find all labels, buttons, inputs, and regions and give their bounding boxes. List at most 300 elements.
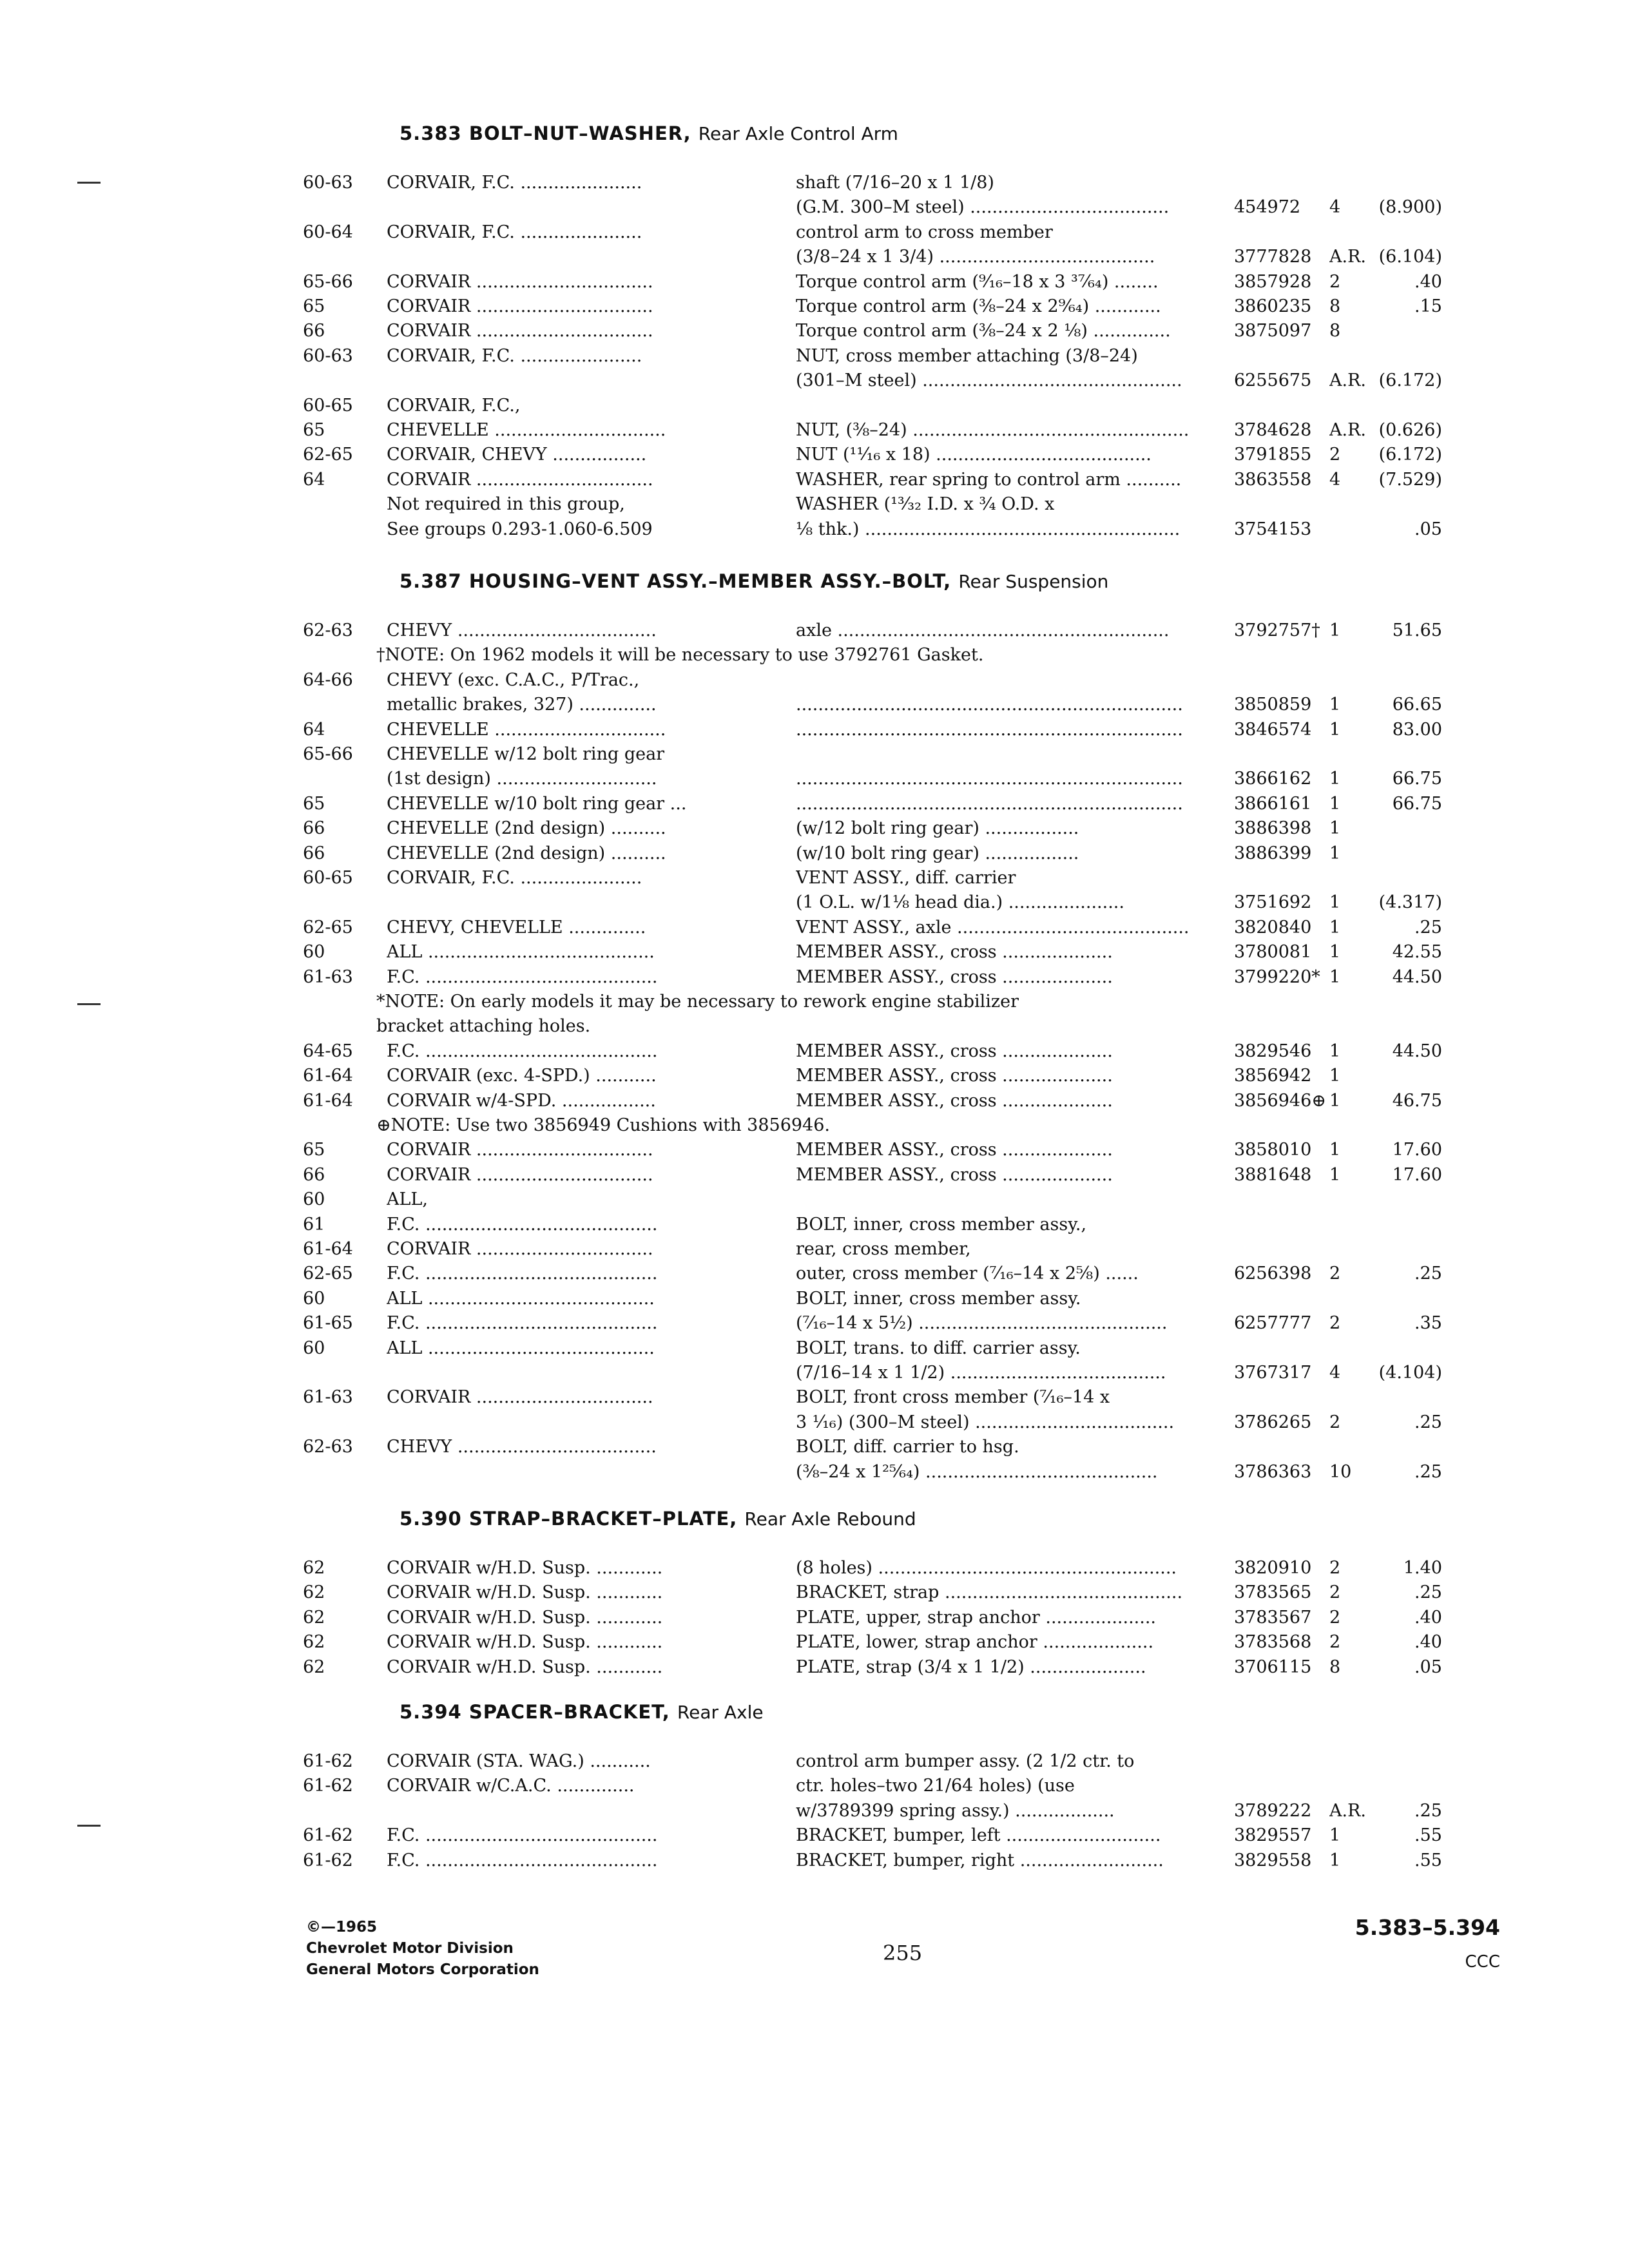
year-cell: 62	[303, 1582, 325, 1603]
description-cell: PLATE, strap (3/4 x 1 1/2) .....................	[796, 1657, 1146, 1677]
model-cell: (1st design) .............................	[387, 769, 657, 789]
part-number-cell: 3783568	[1234, 1632, 1312, 1653]
year-cell: 64	[303, 719, 325, 740]
year-cell: 62	[303, 1558, 325, 1578]
table-row	[0, 443, 1629, 467]
quantity-cell: 1	[1329, 620, 1341, 640]
year-cell: 61-63	[303, 966, 353, 987]
description-cell: control arm bumper assy. (2 1/2 ctr. to	[796, 1751, 1135, 1771]
year-cell: 60	[303, 942, 325, 963]
price-cell: 17.60	[1392, 1140, 1442, 1160]
description-cell: VENT ASSY., axle ..........................................	[796, 917, 1190, 937]
quantity-cell: 2	[1329, 445, 1341, 465]
year-cell: 62-65	[303, 445, 353, 465]
description-cell: BRACKET, bumper, left ............................	[796, 1825, 1161, 1846]
description-cell: BOLT, inner, cross member assy.,	[796, 1214, 1087, 1235]
price-cell: 17.60	[1392, 1164, 1442, 1185]
description-cell: MEMBER ASSY., cross ....................	[796, 1140, 1113, 1160]
quantity-cell: 1	[1329, 1164, 1341, 1185]
model-cell: CHEVELLE ...............................	[387, 719, 666, 740]
year-cell: 66	[303, 321, 325, 341]
quantity-cell: 2	[1329, 1632, 1341, 1653]
table-row	[0, 940, 1629, 965]
model-cell: CORVAIR, F.C. ......................	[387, 173, 642, 193]
year-cell: 61-64	[303, 1239, 353, 1259]
description-cell: control arm to cross member	[796, 222, 1053, 242]
price-cell: .40	[1414, 1632, 1442, 1653]
quantity-cell: 1	[1329, 1825, 1341, 1846]
price-cell: .05	[1414, 1657, 1442, 1677]
table-row	[0, 1039, 1629, 1064]
year-cell: 64	[303, 469, 325, 490]
part-number-cell: 6256398	[1234, 1264, 1312, 1284]
part-number-cell: 3866162	[1234, 769, 1312, 789]
price-cell: 83.00	[1392, 719, 1442, 740]
description-cell: 3 ¹⁄₁₆) (300–M steel) ....................................	[796, 1412, 1175, 1432]
note-row	[0, 990, 1629, 1014]
year-cell: 61-64	[303, 1066, 353, 1086]
footnote: †NOTE: On 1962 models it will be necessary to use 3792761 Gasket.	[376, 645, 984, 666]
price-cell: 44.50	[1392, 1041, 1442, 1061]
table-row	[0, 319, 1629, 343]
model-cell: ALL .........................................	[387, 1288, 655, 1309]
year-cell: 65	[303, 420, 325, 440]
year-cell: 65-66	[303, 271, 353, 292]
year-cell: 62-63	[303, 1437, 353, 1457]
model-cell: CORVAIR ................................	[387, 1387, 653, 1408]
description-cell: MEMBER ASSY., cross ....................	[796, 1041, 1113, 1061]
model-cell: CHEVY ....................................	[387, 620, 657, 640]
model-cell: CORVAIR ................................	[387, 1164, 653, 1185]
description-cell: (301–M steel) ...............................................	[796, 370, 1182, 391]
footnote: *NOTE: On early models it may be necessary to rework engine stabilizer	[376, 992, 1019, 1012]
description-cell: PLATE, upper, strap anchor ....................	[796, 1607, 1157, 1628]
quantity-cell: 1	[1329, 1090, 1341, 1111]
model-cell: CHEVELLE w/12 bolt ring gear	[387, 744, 665, 764]
table-row	[0, 294, 1629, 319]
model-cell: F.C. ..........................................	[387, 1214, 658, 1235]
quantity-cell: 1	[1329, 843, 1341, 863]
model-cell: CHEVELLE ...............................	[387, 420, 666, 440]
part-number-cell: 3784628	[1234, 420, 1312, 440]
quantity-cell: 1	[1329, 1041, 1341, 1061]
part-number-cell: 6255675	[1234, 370, 1312, 391]
quantity-cell: A.R.	[1329, 1800, 1366, 1821]
price-cell: (8.900)	[1378, 197, 1442, 218]
model-cell: ALL .........................................	[387, 1338, 655, 1358]
table-row	[0, 1630, 1629, 1655]
table-row	[0, 1435, 1629, 1459]
year-cell: 61-62	[303, 1825, 353, 1846]
model-cell: CORVAIR w/4-SPD. .................	[387, 1090, 656, 1111]
table-row	[0, 344, 1629, 369]
description-cell: w/3789399 spring assy.) ..................	[796, 1800, 1115, 1821]
quantity-cell: 1	[1329, 793, 1341, 814]
model-cell: CHEVY, CHEVELLE ..............	[387, 917, 646, 937]
price-cell: .05	[1414, 519, 1442, 539]
price-cell: 44.50	[1392, 966, 1442, 987]
table-row	[0, 866, 1629, 890]
section-heading	[400, 1701, 764, 1723]
quantity-cell: 2	[1329, 1264, 1341, 1284]
model-cell: CORVAIR ................................	[387, 1140, 653, 1160]
table-row	[0, 1460, 1629, 1485]
year-cell: 66	[303, 818, 325, 839]
section-number: 5.394	[400, 1701, 462, 1723]
description-cell: BOLT, inner, cross member assy.	[796, 1288, 1081, 1309]
model-cell: ALL .........................................	[387, 942, 655, 963]
price-cell: 66.75	[1392, 793, 1442, 814]
model-cell: CHEVELLE (2nd design) ..........	[387, 818, 666, 839]
table-row	[0, 916, 1629, 940]
table-row	[0, 1138, 1629, 1162]
model-cell: CORVAIR w/H.D. Susp. ............	[387, 1607, 663, 1628]
part-number-cell: 3767317	[1234, 1363, 1312, 1383]
note-row	[0, 1113, 1629, 1138]
model-cell: ALL,	[387, 1189, 428, 1210]
year-cell: 61-62	[303, 1751, 353, 1771]
description-cell: axle ............................................................	[796, 620, 1170, 640]
model-cell: F.C. ..........................................	[387, 1825, 658, 1846]
part-number-cell: 3820910	[1234, 1558, 1312, 1578]
section-subtitle: Rear Suspension	[958, 571, 1109, 592]
table-row	[0, 792, 1629, 816]
publisher-block	[306, 1917, 539, 1981]
part-number-cell: 3875097	[1234, 321, 1312, 341]
copyright: ©—1965	[306, 1919, 378, 1936]
part-number-cell: 3886398	[1234, 818, 1312, 839]
model-cell: CORVAIR ................................	[387, 469, 653, 490]
quantity-cell: 2	[1329, 1558, 1341, 1578]
quantity-cell: 4	[1329, 197, 1341, 218]
year-cell: 65	[303, 1140, 325, 1160]
model-cell: CORVAIR, F.C.,	[387, 395, 521, 416]
section-number: 5.387	[400, 570, 462, 592]
year-cell: 60-65	[303, 395, 353, 416]
margin-mark	[77, 182, 101, 184]
description-cell: MEMBER ASSY., cross ....................	[796, 1090, 1113, 1111]
description-cell: Torque control arm (⅜–24 x 2⁹⁄₆₄) ............	[796, 296, 1161, 316]
description-cell: BOLT, front cross member (⁷⁄₁₆–14 x	[796, 1387, 1110, 1408]
part-number-cell: 3751692	[1234, 892, 1312, 913]
table-row	[0, 619, 1629, 643]
price-cell: 42.55	[1392, 942, 1442, 963]
year-cell: 61-65	[303, 1313, 353, 1334]
table-row	[0, 668, 1629, 693]
description-cell: (⁷⁄₁₆–14 x 5½) .............................................	[796, 1313, 1168, 1334]
price-cell: .25	[1414, 917, 1442, 937]
quantity-cell: 2	[1329, 1582, 1341, 1603]
model-cell: CORVAIR, F.C. ......................	[387, 345, 642, 366]
quantity-cell: 8	[1329, 321, 1341, 341]
part-number-cell: 3792757†	[1234, 620, 1320, 640]
year-cell: 65-66	[303, 744, 353, 764]
price-cell: (4.104)	[1378, 1363, 1442, 1383]
margin-mark	[77, 1003, 101, 1005]
quantity-cell: 1	[1329, 966, 1341, 987]
quantity-cell: 1	[1329, 1140, 1341, 1160]
table-row	[0, 171, 1629, 195]
table-row	[0, 1410, 1629, 1435]
part-number-cell: 3858010	[1234, 1140, 1312, 1160]
description-cell: BRACKET, strap ...........................................	[796, 1582, 1183, 1603]
table-row	[0, 245, 1629, 269]
part-number-cell: 454972	[1234, 197, 1301, 218]
section-subtitle: Rear Axle Control Arm	[698, 123, 898, 144]
part-number-cell: 3863558	[1234, 469, 1312, 490]
part-number-cell: 3856946⊕	[1234, 1090, 1326, 1111]
section-title: HOUSING–VENT ASSY.–MEMBER ASSY.–BOLT,	[468, 570, 952, 592]
part-number-cell: 3706115	[1234, 1657, 1312, 1677]
model-cell: CORVAIR (exc. 4-SPD.) ...........	[387, 1066, 657, 1086]
table-row	[0, 767, 1629, 791]
table-row	[0, 468, 1629, 492]
description-cell: outer, cross member (⁷⁄₁₆–14 x 2⅝) ......	[796, 1264, 1139, 1284]
year-cell: 62	[303, 1607, 325, 1628]
part-number-cell: 3791855	[1234, 445, 1312, 465]
table-row	[0, 1361, 1629, 1385]
table-row	[0, 1799, 1629, 1823]
model-cell: CORVAIR w/H.D. Susp. ............	[387, 1657, 663, 1677]
description-cell: NUT (¹¹⁄₁₆ x 18) .......................................	[796, 445, 1152, 465]
model-cell: F.C. ..........................................	[387, 1264, 658, 1284]
table-row	[0, 841, 1629, 866]
year-cell: 60-63	[303, 345, 353, 366]
part-number-cell: 3829546	[1234, 1041, 1312, 1061]
price-cell: (0.626)	[1378, 420, 1442, 440]
quantity-cell: 4	[1329, 1363, 1341, 1383]
quantity-cell: 2	[1329, 1313, 1341, 1334]
part-number-cell: 3786363	[1234, 1461, 1312, 1482]
section-heading	[400, 570, 1108, 592]
price-cell: .25	[1414, 1461, 1442, 1482]
year-cell: 61-63	[303, 1387, 353, 1408]
table-row	[0, 1606, 1629, 1630]
description-cell: MEMBER ASSY., cross ....................	[796, 1164, 1113, 1185]
corporation: General Motors Corporation	[306, 1961, 539, 1978]
part-number-cell: 3886399	[1234, 843, 1312, 863]
year-cell: 60	[303, 1189, 325, 1210]
table-row	[0, 1064, 1629, 1088]
footnote: ⊕NOTE: Use two 3856949 Cushions with 3856946.	[376, 1115, 830, 1135]
price-cell: .40	[1414, 1607, 1442, 1628]
price-cell: .25	[1414, 1264, 1442, 1284]
price-cell: 46.75	[1392, 1090, 1442, 1111]
quantity-cell: 4	[1329, 469, 1341, 490]
section-title: BOLT–NUT–WASHER,	[468, 122, 691, 144]
year-cell: 66	[303, 843, 325, 863]
quantity-cell: A.R.	[1329, 247, 1366, 267]
description-cell: ......................................................................	[796, 719, 1183, 740]
table-row	[0, 1089, 1629, 1113]
quantity-cell: A.R.	[1329, 370, 1366, 391]
year-cell: 65	[303, 296, 325, 316]
price-cell: 66.65	[1392, 695, 1442, 715]
part-number-cell: 3754153	[1234, 519, 1312, 539]
part-number-cell: 3846574	[1234, 719, 1312, 740]
description-cell: ......................................................................	[796, 769, 1183, 789]
model-cell: F.C. ..........................................	[387, 966, 658, 987]
catalog-code: CCC	[1465, 1952, 1500, 1972]
part-number-cell: 3850859	[1234, 695, 1312, 715]
price-cell: .35	[1414, 1313, 1442, 1334]
table-row	[0, 1774, 1629, 1798]
price-cell: (7.529)	[1378, 469, 1442, 490]
model-cell: CHEVY (exc. C.A.C., P/Trac.,	[387, 669, 640, 690]
table-row	[0, 1385, 1629, 1410]
section-heading	[400, 122, 898, 144]
model-cell: CORVAIR w/C.A.C. ..............	[387, 1776, 635, 1796]
year-cell: 62-65	[303, 1264, 353, 1284]
footnote: bracket attaching holes.	[376, 1016, 591, 1037]
price-cell: (4.317)	[1378, 892, 1442, 913]
year-cell: 60-63	[303, 173, 353, 193]
description-cell: ctr. holes–two 21/64 holes) (use	[796, 1776, 1075, 1796]
table-row	[0, 1581, 1629, 1605]
model-cell: CORVAIR, F.C. ......................	[387, 868, 642, 888]
model-cell: CORVAIR ................................	[387, 321, 653, 341]
description-cell: NUT, (⅜–24) ..................................................	[796, 420, 1190, 440]
table-row	[0, 1287, 1629, 1311]
year-cell: 61	[303, 1214, 325, 1235]
price-cell: .40	[1414, 271, 1442, 292]
model-cell: CORVAIR, CHEVY .................	[387, 445, 647, 465]
description-cell: BRACKET, bumper, right ..........................	[796, 1850, 1164, 1870]
description-cell: shaft (7/16–20 x 1 1/8)	[796, 173, 994, 193]
year-cell: 66	[303, 1164, 325, 1185]
quantity-cell: 1	[1329, 769, 1341, 789]
year-cell: 62-65	[303, 917, 353, 937]
price-cell: .25	[1414, 1412, 1442, 1432]
price-cell: (6.172)	[1378, 445, 1442, 465]
quantity-cell: 2	[1329, 271, 1341, 292]
section-title: STRAP–BRACKET–PLATE,	[468, 1508, 738, 1530]
quantity-cell: 1	[1329, 892, 1341, 913]
part-number-cell: 3789222	[1234, 1800, 1312, 1821]
table-row	[0, 1556, 1629, 1581]
part-number-cell: 3866161	[1234, 793, 1312, 814]
section-subtitle: Rear Axle	[677, 1702, 764, 1723]
model-cell: CORVAIR w/H.D. Susp. ............	[387, 1632, 663, 1653]
model-cell: CORVAIR ................................	[387, 1239, 653, 1259]
quantity-cell: 8	[1329, 296, 1341, 316]
model-cell: CORVAIR w/H.D. Susp. ............	[387, 1582, 663, 1603]
part-number-cell: 3799220*	[1234, 966, 1320, 987]
quantity-cell: A.R.	[1329, 420, 1366, 440]
description-cell: rear, cross member,	[796, 1239, 971, 1259]
description-cell: PLATE, lower, strap anchor ....................	[796, 1632, 1154, 1653]
price-cell: .55	[1414, 1850, 1442, 1870]
quantity-cell: 1	[1329, 917, 1341, 937]
part-number-cell: 3860235	[1234, 296, 1312, 316]
part-number-cell: 3786265	[1234, 1412, 1312, 1432]
section-heading	[400, 1508, 916, 1530]
table-row	[0, 1311, 1629, 1336]
part-number-cell: 3777828	[1234, 247, 1312, 267]
description-cell: (w/10 bolt ring gear) .................	[796, 843, 1079, 863]
table-row	[0, 195, 1629, 220]
model-cell: F.C. ..........................................	[387, 1313, 658, 1334]
section-number: 5.383	[400, 122, 462, 144]
price-cell: .25	[1414, 1800, 1442, 1821]
table-row	[0, 1749, 1629, 1774]
table-row	[0, 492, 1629, 517]
table-row	[0, 1262, 1629, 1286]
table-row	[0, 517, 1629, 542]
description-cell: ......................................................................	[796, 793, 1183, 814]
table-row	[0, 1823, 1629, 1848]
table-row	[0, 1336, 1629, 1361]
quantity-cell: 2	[1329, 1607, 1341, 1628]
price-cell: .55	[1414, 1825, 1442, 1846]
table-row	[0, 718, 1629, 742]
table-row	[0, 220, 1629, 245]
table-row	[0, 890, 1629, 915]
price-cell: 66.75	[1392, 769, 1442, 789]
description-cell: Torque control arm (⁹⁄₁₆–18 x 3 ³⁷⁄₆₄) ........	[796, 271, 1159, 292]
price-cell: 51.65	[1392, 620, 1442, 640]
section-title: SPACER–BRACKET,	[468, 1701, 670, 1723]
table-row	[0, 1655, 1629, 1680]
model-cell: metallic brakes, 327) ..............	[387, 695, 657, 715]
part-number-cell: 3783567	[1234, 1607, 1312, 1628]
quantity-cell: 2	[1329, 1412, 1341, 1432]
table-row	[0, 1187, 1629, 1212]
description-cell: (⅜–24 x 1²⁵⁄₆₄) ..........................................	[796, 1461, 1158, 1482]
model-cell: CORVAIR, F.C. ......................	[387, 222, 642, 242]
year-cell: 62	[303, 1657, 325, 1677]
table-row	[0, 1849, 1629, 1873]
note-row	[0, 643, 1629, 668]
description-cell: ⅛ thk.) .........................................................	[796, 519, 1181, 539]
section-subtitle: Rear Axle Rebound	[744, 1508, 916, 1530]
description-cell: MEMBER ASSY., cross ....................	[796, 942, 1113, 963]
section-number: 5.390	[400, 1508, 462, 1530]
year-cell: 64-66	[303, 669, 353, 690]
quantity-cell: 1	[1329, 695, 1341, 715]
part-number-cell: 6257777	[1234, 1313, 1312, 1334]
year-cell: 62	[303, 1632, 325, 1653]
section-range: 5.383–5.394	[1354, 1915, 1500, 1940]
table-row	[0, 394, 1629, 418]
table-row	[0, 1237, 1629, 1262]
model-cell: Not required in this group,	[387, 494, 625, 515]
model-cell: CORVAIR w/H.D. Susp. ............	[387, 1558, 663, 1578]
description-cell: (3/8–24 x 1 3/4) .......................................	[796, 247, 1155, 267]
note-row	[0, 1014, 1629, 1039]
table-row	[0, 270, 1629, 294]
description-cell: (1 O.L. w/1⅛ head dia.) .....................	[796, 892, 1124, 913]
division: Chevrolet Motor Division	[306, 1940, 514, 1957]
model-cell: F.C. ..........................................	[387, 1850, 658, 1870]
year-cell: 65	[303, 793, 325, 814]
description-cell: (8 holes) ......................................................	[796, 1558, 1177, 1578]
year-cell: 60-65	[303, 868, 353, 888]
price-cell: .25	[1414, 1582, 1442, 1603]
quantity-cell: 8	[1329, 1657, 1341, 1677]
table-row	[0, 816, 1629, 841]
part-number-cell: 3829558	[1234, 1850, 1312, 1870]
year-cell: 60	[303, 1338, 325, 1358]
year-cell: 61-62	[303, 1776, 353, 1796]
model-cell: F.C. ..........................................	[387, 1041, 658, 1061]
description-cell: MEMBER ASSY., cross ....................	[796, 1066, 1113, 1086]
year-cell: 61-62	[303, 1850, 353, 1870]
table-row	[0, 1163, 1629, 1187]
price-cell: 1.40	[1403, 1558, 1442, 1578]
price-cell: (6.172)	[1378, 370, 1442, 391]
part-number-cell: 3829557	[1234, 1825, 1312, 1846]
